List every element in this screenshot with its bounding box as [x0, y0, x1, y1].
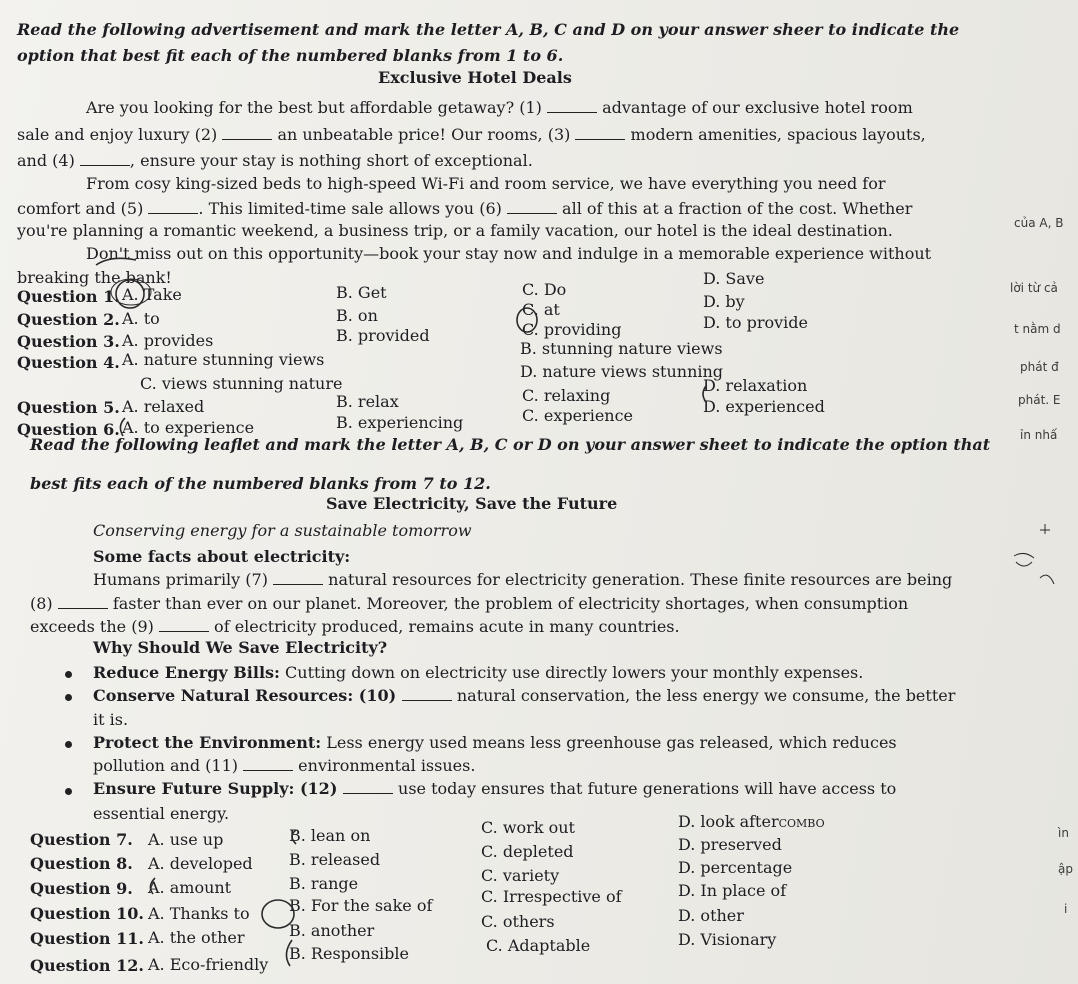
option-b[interactable]: B. experiencing	[336, 413, 464, 432]
margin-doodle	[1040, 524, 1050, 534]
facts-heading: Some facts about electricity:	[93, 547, 351, 566]
option-d[interactable]: D. Save	[703, 269, 765, 288]
margin-note: ỉn nhấ	[1020, 428, 1058, 442]
option-c[interactable]: C. Adaptable	[486, 936, 591, 955]
margin-note: phát. E	[1018, 393, 1061, 407]
option-a[interactable]: A. nature stunning views	[122, 350, 325, 369]
margin-doodle	[1014, 553, 1034, 566]
option-a[interactable]: A. Thanks to	[148, 904, 250, 923]
option-d[interactable]: D. experienced	[703, 397, 825, 416]
question-label: Question 10.	[30, 904, 144, 923]
answer-mark-q6	[120, 418, 125, 436]
option-d[interactable]: D. relaxation	[703, 376, 808, 395]
option-d[interactable]: D. by	[703, 292, 745, 311]
option-c[interactable]: C. others	[481, 912, 555, 931]
option-d[interactable]: D. nature views stunning	[520, 362, 724, 381]
bullet-2-cont: it is.	[93, 710, 129, 729]
answer-mark-q9	[150, 878, 155, 894]
option-a[interactable]: A. amount	[148, 878, 232, 897]
fact-line-3: exceeds the (9) of electricity produced, remains acute in many countries.	[30, 617, 680, 636]
option-b[interactable]: B. range	[289, 874, 359, 893]
bullet-4: Ensure Future Supply: (12) use today ensures that future generations will have access to	[93, 779, 897, 798]
part2-title: Save Electricity, Save the Future	[326, 494, 618, 513]
option-c[interactable]: C. depleted	[481, 842, 574, 861]
combo-tag: COMBO	[778, 817, 825, 830]
option-a[interactable]: A. provides	[122, 331, 214, 350]
part2-instruction-line2: best fits each of the numbered blanks from 7 to 12.	[30, 474, 491, 493]
why-heading: Why Should We Save Electricity?	[93, 638, 388, 657]
option-b[interactable]: B. another	[289, 921, 375, 940]
option-c[interactable]: C. work out	[481, 818, 575, 837]
option-b[interactable]: B. For the sake of	[289, 896, 433, 915]
answer-circle-q1-outer	[111, 279, 151, 305]
question-label: Question 6.	[17, 420, 120, 439]
option-b[interactable]: B. provided	[336, 326, 430, 345]
answer-circle-q10	[262, 900, 294, 928]
question-label: Question 2.	[17, 310, 120, 329]
question-label: Question 1.	[17, 287, 120, 306]
question-label: Question 3.	[17, 332, 120, 351]
bullet-2: Conserve Natural Resources: (10) natural conservation, the less energy we consume, the better	[93, 686, 956, 705]
option-a[interactable]: A. to	[122, 309, 160, 328]
ad-line-1: Are you looking for the best but affordable getaway? (1) advantage of our exclusive hotel room	[86, 98, 913, 117]
question-label: Question 12.	[30, 956, 144, 975]
option-c[interactable]: C. experience	[522, 406, 634, 425]
answer-stroke-breaking	[96, 258, 136, 265]
fact-line-1: Humans primarily (7) natural resources for electricity generation. These finite resources are being	[93, 570, 953, 589]
option-a[interactable]: A. Eco-friendly	[148, 955, 269, 974]
ad-line-5: comfort and (5) . This limited-time sale allows you (6) all of this at a fraction of the cost. Whether	[17, 199, 913, 218]
ad-line-7: Don't miss out on this opportunity—book your stay now and indulge in a memorable experience without	[86, 244, 932, 263]
part2-subtitle: Conserving energy for a sustainable tomorrow	[93, 521, 472, 540]
ad-line-2: sale and enjoy luxury (2) an unbeatable price! Our rooms, (3) modern amenities, spacious layouts,	[17, 125, 926, 144]
option-d[interactable]: D. look afterCOMBO	[678, 812, 825, 831]
option-b[interactable]: B. released	[289, 850, 381, 869]
bullet-3-cont: pollution and (11) environmental issues.	[93, 756, 476, 775]
question-label: Question 9.	[30, 879, 133, 898]
margin-note: ìn	[1058, 826, 1069, 840]
question-label: Question 7.	[30, 830, 133, 849]
answer-circle-q3	[517, 308, 537, 332]
answer-mark-q12	[286, 940, 292, 966]
question-label: Question 4.	[17, 353, 120, 372]
option-d[interactable]: D. to provide	[703, 313, 808, 332]
option-d[interactable]: D. other	[678, 906, 744, 925]
part2-instruction-line1: Read the following leaflet and mark the letter A, B, C or D on your answer sheet to indicate the option that	[30, 435, 991, 454]
ad-line-4: From cosy king-sized beds to high-speed Wi-Fi and room service, we have everything you need for	[86, 174, 886, 193]
option-b[interactable]: B. stunning nature views	[520, 339, 723, 358]
option-a[interactable]: A. relaxed	[122, 397, 205, 416]
ad-line-6: you're planning a romantic weekend, a business trip, or a family vacation, our hotel is the ideal destination.	[17, 221, 893, 240]
option-d[interactable]: D. percentage	[678, 858, 793, 877]
bullet-1: Reduce Energy Bills: Cutting down on electricity use directly lowers your monthly expenses.	[93, 663, 864, 682]
option-c[interactable]: C. relaxing	[522, 386, 611, 405]
option-b[interactable]: B. Responsible	[289, 944, 409, 963]
option-b[interactable]: B. lean on	[289, 826, 371, 845]
margin-note: t nằm d	[1014, 322, 1061, 336]
option-a[interactable]: A. to experience	[122, 418, 255, 437]
margin-note: i	[1064, 902, 1068, 916]
option-a[interactable]: A. use up	[148, 830, 224, 849]
option-a[interactable]: A. the other	[148, 928, 245, 947]
option-c[interactable]: C. at	[522, 300, 560, 319]
option-b[interactable]: B. Get	[336, 283, 387, 302]
option-c[interactable]: C. Do	[522, 280, 567, 299]
part1-instruction-line1: Read the following advertisement and mark the letter A, B, C and D on your answer sheer to indicate the	[17, 20, 960, 39]
option-a[interactable]: A. Take	[122, 285, 182, 304]
option-d[interactable]: D. preserved	[678, 835, 782, 854]
ad-line-3: and (4) , ensure your stay is nothing short of exceptional.	[17, 151, 533, 170]
margin-note: phát đ	[1020, 360, 1059, 374]
answer-mark-q7	[292, 830, 296, 844]
bullet-3: Protect the Environment: Less energy used means less greenhouse gas released, which reduces	[93, 733, 897, 752]
question-label: Question 5.	[17, 398, 120, 417]
option-b[interactable]: B. relax	[336, 392, 399, 411]
question-label: Question 8.	[30, 854, 133, 873]
option-d[interactable]: D. In place of	[678, 881, 787, 900]
ad-line-8: breaking the bank!	[17, 268, 172, 287]
margin-note: lời từ cả	[1010, 281, 1058, 295]
margin-doodle	[1040, 575, 1054, 584]
question-label: Question 11.	[30, 929, 144, 948]
option-d[interactable]: D. Visionary	[678, 930, 777, 949]
part1-title: Exclusive Hotel Deals	[378, 68, 572, 87]
option-c[interactable]: C. variety	[481, 866, 560, 885]
option-c[interactable]: C. providing	[522, 320, 622, 339]
part1-instruction-line2: option that best fit each of the numbered blanks from 1 to 6.	[17, 46, 564, 65]
option-a[interactable]: A. developed	[148, 854, 253, 873]
answer-mark-q5	[703, 386, 706, 402]
margin-note: ập	[1058, 862, 1073, 876]
fact-line-2: (8) faster than ever on our planet. Moreover, the problem of electricity shortages, when consumption	[30, 594, 909, 613]
margin-note: của A, B	[1014, 216, 1064, 230]
option-b[interactable]: B. on	[336, 306, 378, 325]
option-c[interactable]: C. Irrespective of	[481, 887, 622, 906]
option-c[interactable]: C. views stunning nature	[140, 374, 343, 393]
bullet-4-cont: essential energy.	[93, 804, 230, 823]
